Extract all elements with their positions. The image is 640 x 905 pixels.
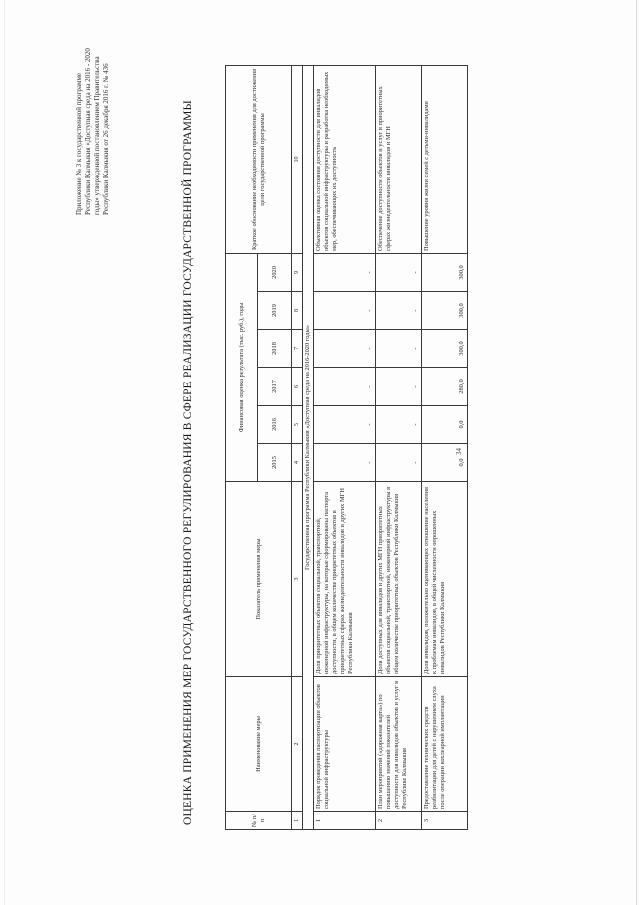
header-indicator: Показатель применения меры — [226, 482, 292, 677]
page-number: 34 — [455, 448, 463, 455]
regulation-table — [225, 65, 468, 830]
program-row — [303, 65, 314, 829]
row-value: 300,0 — [422, 330, 468, 368]
row-num: 2 — [376, 812, 422, 830]
row-value: - — [376, 368, 422, 406]
row-rationale: Повышение уровня жизни семей с детьми-инвалидами — [422, 65, 468, 253]
column-number: 1 — [292, 812, 303, 830]
row-value: - — [376, 330, 422, 368]
header-row — [226, 65, 258, 829]
header-measure: Наименование меры — [226, 677, 292, 812]
row-value: - — [376, 406, 422, 444]
column-number: 6 — [292, 368, 303, 406]
row-indicator: Доля приоритетных объектов социальной, транспортной, инженерной инфраструктуры, на которые сформированы паспорта доступности, в общем количестве приоритетных объектов в приоритетных сферах жизнедеятельности инвалидов и других МГН Республики Калмыкия — [314, 482, 376, 677]
column-number: 9 — [292, 253, 303, 291]
column-number: 5 — [292, 406, 303, 444]
row-value: - — [314, 368, 376, 406]
header-year: 2019 — [258, 292, 292, 330]
row-value: 300,0 — [422, 292, 468, 330]
column-number-row — [292, 65, 303, 829]
row-measure: План мероприятий («дорожная карта») по повышению значений показателей доступности для инвалидов объектов и услуг в Республике Калмыкия — [376, 677, 422, 812]
column-number: 2 — [292, 677, 303, 812]
row-measure: Предоставление технических средств реабилитации для детей с нарушением слуха после операции кохлеарной имплантации — [422, 677, 468, 812]
appendix-note: Приложение № 3 к государственной программе Республики Калмыкия «Доступная среда на 2016 - 2020 годы» утвержденной постановлением Правительства Республики Калмыкия от 26 декабря 2016 г. № 436 — [75, 48, 110, 215]
column-number: 3 — [292, 482, 303, 677]
column-number: 10 — [292, 65, 303, 253]
row-measure: Порядок проведения паспортизации объектов социальной инфраструктуры — [314, 677, 376, 812]
column-number: 8 — [292, 292, 303, 330]
row-value: 0,0 — [422, 406, 468, 444]
header-year: 2018 — [258, 330, 292, 368]
column-number: 4 — [292, 444, 303, 482]
header-year: 2016 — [258, 406, 292, 444]
row-value: - — [314, 444, 376, 482]
row-value: - — [314, 330, 376, 368]
row-value: - — [314, 253, 376, 291]
table-row — [314, 65, 376, 829]
row-value: - — [314, 406, 376, 444]
row-value: 300,0 — [422, 253, 468, 291]
header-finance: Финансовая оценка результата (тыс. руб.), годы — [226, 253, 258, 481]
row-indicator: Доля инвалидов, положительно оценивающих отношение населения к проблемам инвалидов, в общей численности опрошенных инвалидов Республики Калмыкия — [422, 482, 468, 677]
row-value: 0,0 — [422, 444, 468, 482]
header-year: 2015 — [258, 444, 292, 482]
header-num: № п/п — [226, 812, 292, 830]
program-name: Государственная программа Республики Калмыкия «Доступная среда на 2016-2020 годы» — [303, 65, 314, 829]
row-value: - — [376, 444, 422, 482]
row-rationale: Обеспечение доступности объектов и услуг в приоритетных сферах жизнедеятельности инвалидов и МГН — [376, 65, 422, 253]
column-number: 7 — [292, 330, 303, 368]
row-value: - — [376, 253, 422, 291]
row-num: 3 — [422, 812, 468, 830]
row-num: 1 — [314, 812, 376, 830]
header-year: 2017 — [258, 368, 292, 406]
table-row — [376, 65, 422, 829]
row-indicator: Доля доступных для инвалидов и других МГН приоритетных объектов социальной, транспортной, инженерной инфраструктуры в общем количестве приоритетных объектов Республики Калмыкия — [376, 482, 422, 677]
row-rationale: Объективная оценка состояния доступности для инвалидов объектов социальной инфраструктуры и разработка необходимых мер, обеспечивающих их доступность — [314, 65, 376, 253]
document-title: ОЦЕНКА ПРИМЕНЕНИЯ МЕР ГОСУДАРСТВЕННОГО РЕГУЛИРОВАНИЯ В СФЕРЕ РЕАЛИЗАЦИИ ГОСУДАРСТВЕННОЙ ПРОГРАММЫ — [182, 100, 194, 825]
header-rationale: Краткое обоснование необходимости применения для достижения цели государственной программы — [226, 65, 292, 253]
header-year: 2020 — [258, 253, 292, 291]
row-value: - — [376, 292, 422, 330]
row-value: - — [314, 292, 376, 330]
row-value: 280,0 — [422, 368, 468, 406]
